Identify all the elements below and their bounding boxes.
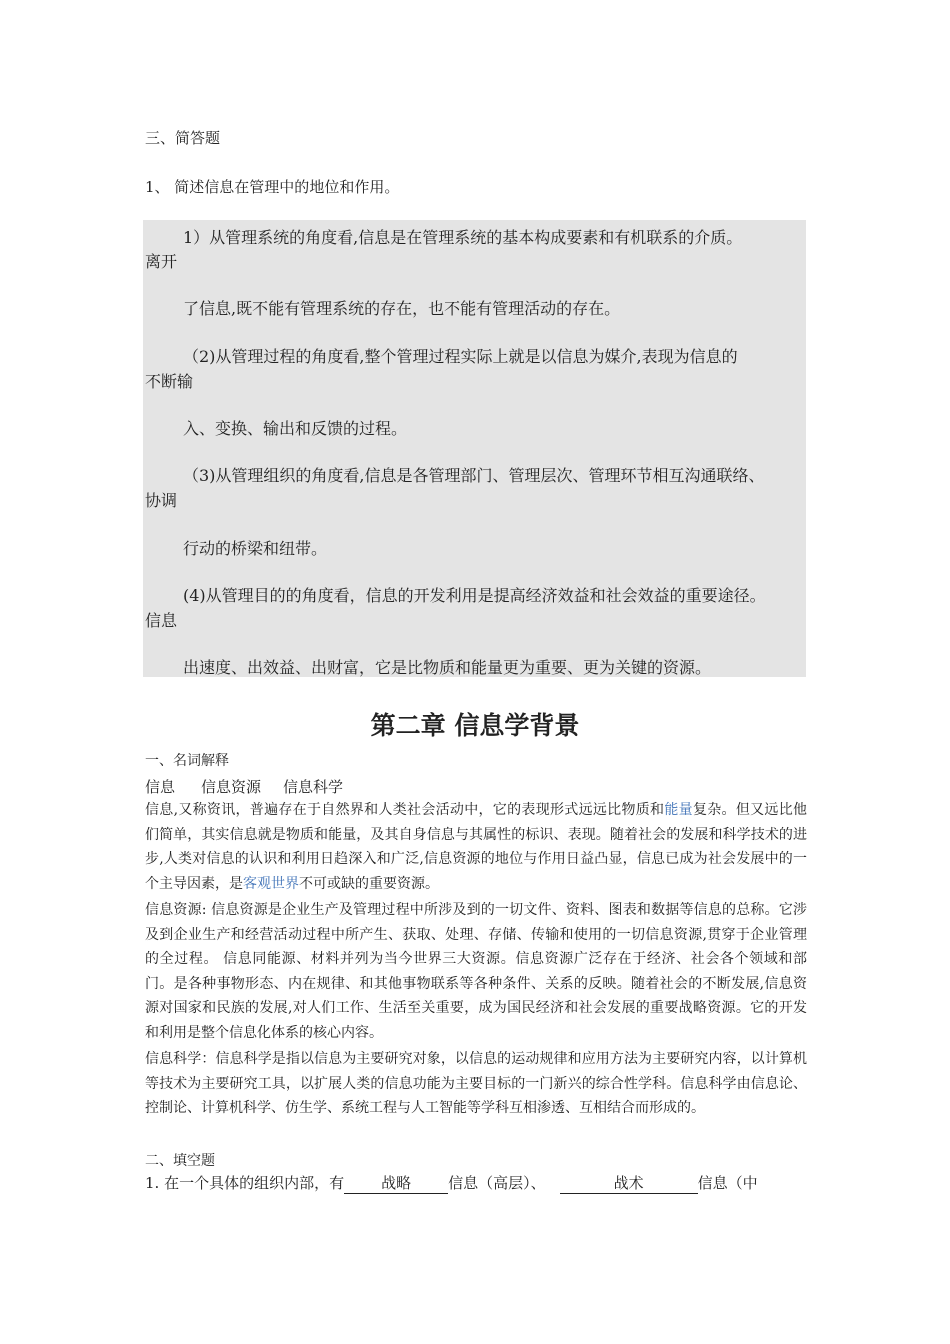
answer-line: (4)从管理目的的角度看，信息的开发利用是提高经济效益和社会效益的重要途径。 [183,586,766,605]
section-heading-definitions: 一、名词解释 [145,753,229,769]
answer-highlight-block [143,220,806,677]
fill-question-1: 1. 在一个具体的组织内部，有 战略 信息（高层）、 战术 信息（中 [145,1174,758,1192]
definition-info: 信息,又称资讯，普遍存在于自然界和人类社会活动中，它的表现形式远远比物质和能量复杂。但又远比他们简单，其实信息就是物质和能量，及其自身信息与其属性的标识、表现。随着社会的发展和科学技术的进步,人类对信息的认识和利用日趋深入和广泛,信息资源的地位与作用日益凸显，信息已成为社会发展中的一个主导因素，是客观世界不可或缺的重要资源。 [145,802,808,892]
answer-line: 1）从管理系统的角度看,信息是在管理系统的基本构成要素和有机联系的介质。 [183,228,743,247]
answer-line: 了信息,既不能有管理系统的存在，也不能有管理活动的存在。 [183,299,621,318]
definition-info-science: 信息科学：信息科学是指以信息为主要研究对象，以信息的运动规律和应用方法为主要研究内容，以计算机等技术为主要研究工具，以扩展人类的信息功能为主要目标的一门新兴的综合性学科。信息科学由信息论、控制论、计算机科学、仿生学、系统工程与人工智能等学科互相渗透、互相结合而形成的。 [145,1051,807,1117]
answer-line: 离开 [145,252,178,271]
answer-line: 协调 [145,491,178,510]
link-energy[interactable]: 能量 [664,802,693,818]
terms-list [145,776,343,797]
definition-info-resource: 信息资源: 信息资源是企业生产及管理过程中所涉及到的一切文件、资料、图表和数据等信息的总称。它涉及到企业生产和经营活动过程中所产生、获取、处理、存储、传输和使用的一切信息资源,贯穿于企业管理的全过程。 信息同能源、材料并列为当今世界三大资源。信息资源广泛存在于经济、社会各个领域和部门。是各种事物形态、内在规律、和其他事物联系等各种条件、关系的反映。随着社会的不断发展,信息资源对国家和民族的发展,对人们工作、生活至关重要，成为国民经济和社会发展的重要战略资源。它的开发和利用是整个信息化体系的核心内容。 [145,902,807,1041]
answer-line: 信息 [145,611,178,630]
term-info-science: 信息科学 [283,778,344,796]
section-heading-short-answer: 三、简答题 [145,129,221,147]
answer-line: 行动的桥梁和纽带。 [183,539,328,558]
section-heading-fill-in: 二、填空题 [145,1153,215,1169]
answer-line: 不断输 [145,372,194,391]
answer-line: 出速度、出效益、出财富，它是比物质和能量更为重要、更为关键的资源。 [183,658,712,677]
blank-tactical: 战术 [560,1172,698,1194]
chapter-title: 第二章 信息学背景 [370,711,580,740]
term-info: 信息 [145,778,176,796]
answer-line: （2)从管理过程的角度看,整个管理过程实际上就是以信息为媒介,表现为信息的 [183,347,738,366]
question-1: 1、 简述信息在管理中的地位和作用。 [145,178,400,196]
term-info-resource: 信息资源 [201,778,262,796]
answer-line: （3)从管理组织的角度看,信息是各管理部门、管理层次、管理环节相互沟通联络、 [183,466,765,485]
blank-strategic: 战略 [344,1172,448,1194]
link-objective-world[interactable]: 客观世界 [243,875,299,892]
answer-line: 入、变换、输出和反馈的过程。 [183,419,408,438]
